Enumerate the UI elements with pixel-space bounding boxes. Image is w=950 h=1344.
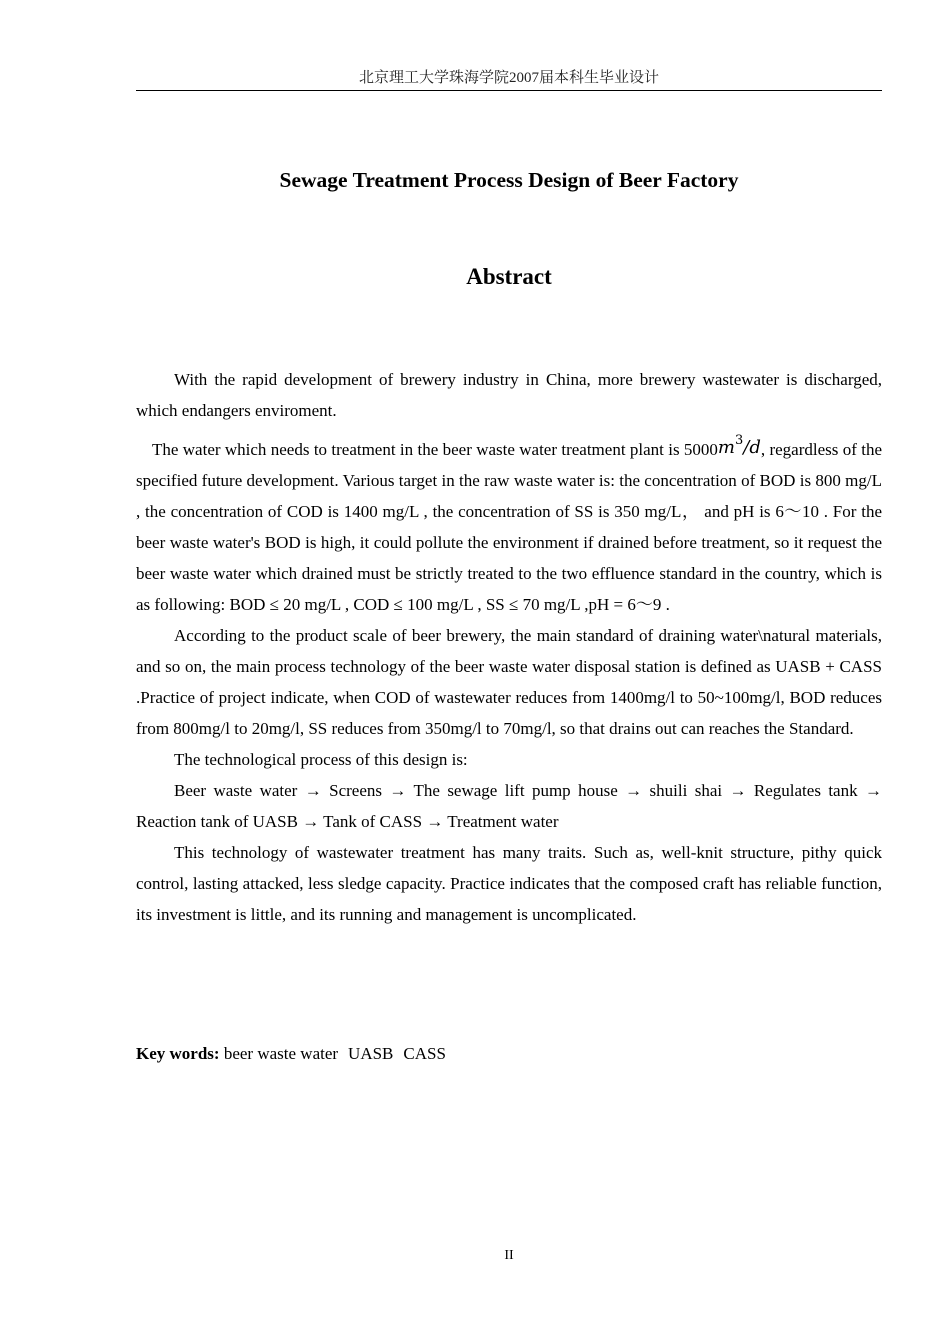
formula-base: m xyxy=(717,437,735,458)
formula-exponent: 3 xyxy=(735,433,744,448)
running-header: 北京理工大学珠海学院2007届本科生毕业设计 xyxy=(358,70,659,86)
page-number: II xyxy=(504,1248,514,1263)
paragraph-4: The technological process of this design is: xyxy=(174,750,468,769)
abstract-heading: Abstract xyxy=(466,264,552,289)
formula-tail: /d xyxy=(743,437,761,458)
keywords-label: Key words: xyxy=(136,1044,220,1063)
paragraph-6: This technology of wastewater treatment has many traits. Such as, well-knit structure, pithy quick control, lasting attacked, less sledge capacity. Practice indicates that the composed craft has reliable function, its investment is little, and its running and management is uncomplicated. xyxy=(136,843,882,924)
paragraph-2-text-start: The water which needs to treatment in the beer waste water treatment plant is 5000 xyxy=(152,440,718,459)
flow-rate-formula xyxy=(717,433,761,458)
abstract-body xyxy=(136,364,882,930)
paper-title: Sewage Treatment Process Design of Beer Factory xyxy=(279,168,739,192)
keyword-item: CASS xyxy=(403,1044,446,1063)
keyword-item: beer waste water xyxy=(223,1044,339,1063)
keywords-line xyxy=(136,1038,882,1069)
paragraph-2 xyxy=(136,432,882,620)
paragraph-5-process-flow: Beer waste water → Screens → The sewage lift pump house → shuili shai → Regulates tank → Reaction tank of UASB → Tank of CASS → Treatment water xyxy=(136,781,882,831)
paragraph-3: According to the product scale of beer brewery, the main standard of draining water\natural materials, and so on, the main process technology of the beer waste water disposal station is defined as UASB + CASS .Practice of project indicate, when COD of wastewater reduces from 1400mg/l to 50~100mg/l, BOD reduces from 800mg/l to 20mg/l, SS reduces from 350mg/l to 70mg/l, so that drains out can reaches the Standard. xyxy=(136,626,882,738)
paragraph-1: With the rapid development of brewery industry in China, more brewery wastewater is discharged, which endangers enviroment. xyxy=(136,370,882,420)
header-rule xyxy=(136,90,882,91)
keyword-item: UASB xyxy=(348,1044,394,1063)
paragraph-2-text-end: , regardless of the specified future development. Various target in the raw waste water is: the concentration of BOD is 800 mg/L , the concentration of COD is 1400 mg/L , the concentration of SS is 350 mg/L， and pH is 6～10 . For the beer waste water's BOD is high, it could pollute the environment if drained before treatment, so it request the beer waste water which drained must be strictly treated to the two effluence standard in the country, which is as following: BOD ≤ 20 mg/L , COD ≤ 100 mg/L , SS ≤ 70 mg/L ,pH = 6～9 . xyxy=(136,440,883,614)
